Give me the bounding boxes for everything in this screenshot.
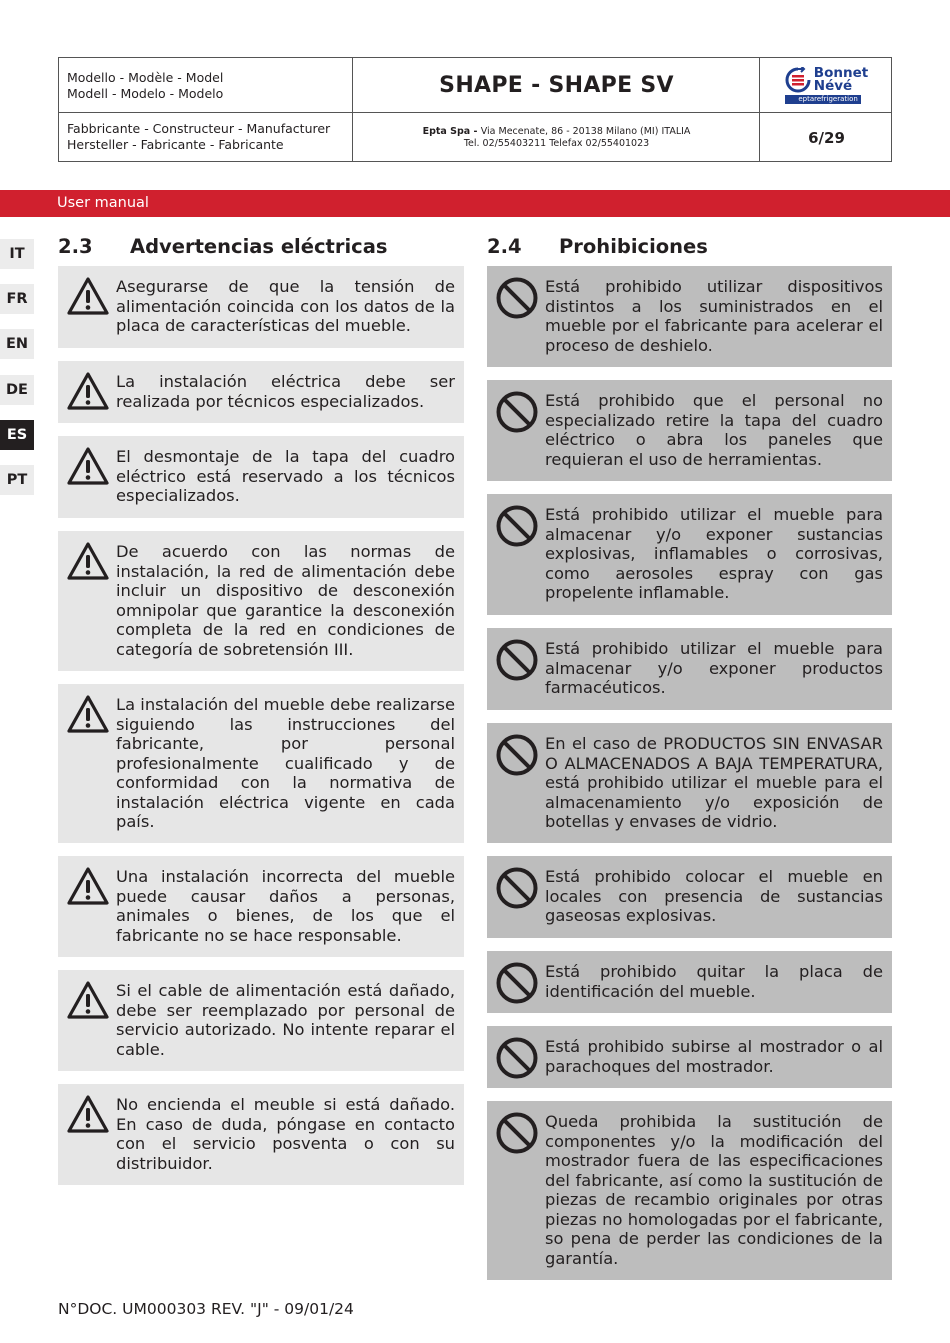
lang-tab-es[interactable]: ES (0, 420, 34, 450)
brand-subtitle: eptarefrigeration (785, 95, 861, 104)
prohibition-item (487, 1101, 892, 1280)
warning-triangle-icon (66, 1094, 110, 1138)
prohibition-item (487, 628, 892, 710)
warning-triangle-icon (66, 980, 110, 1024)
prohibition-item (487, 951, 892, 1013)
warning-triangle-icon (66, 541, 110, 585)
section-title: Advertencias eléctricas (130, 235, 388, 258)
prohibition-item (487, 1026, 892, 1088)
manufacturer-label (59, 112, 353, 163)
brand-name-line: Névé (813, 77, 853, 94)
section-heading-warnings (58, 235, 387, 259)
warning-triangle-icon (66, 276, 110, 320)
warning-triangle-icon (66, 866, 110, 910)
prohibition-item (487, 266, 892, 367)
prohibition-text: Está prohibido subirse al mostrador o al parachoques del mostrador. (545, 1037, 883, 1076)
brand-logo-icon (785, 67, 811, 93)
lang-tab-fr[interactable]: FR (0, 284, 34, 314)
warning-text: De acuerdo con las normas de instalación, la red de alimentación debe incluir un dispositivo de desconexión omnipolar que garantice la desconexión completa de la red en condiciones de categoría de sobretensión III. (116, 542, 455, 659)
model-label-line: Modell - Modelo - Modelo (67, 86, 224, 101)
brand-logo (760, 58, 893, 112)
warning-triangle-icon (66, 694, 110, 738)
prohibition-icon (495, 1111, 539, 1159)
prohibition-item (487, 380, 892, 481)
prohibition-text: Queda prohibida la sustitución de componentes y/o la modificación del mostrador fuera de las especificaciones del fabricante, así como la sustitución de piezas de recambio originales por otras piezas no homologadas por el fabricante, so pena de perder las condiciones de la garantía. (545, 1112, 883, 1268)
warning-item (58, 266, 464, 348)
prohibition-item (487, 856, 892, 938)
prohibition-text: Está prohibido utilizar el mueble para almacenar y/o exponer productos farmacéuticos. (545, 639, 883, 697)
manufacturer-label-line: Hersteller - Fabricante - Fabricante (67, 137, 284, 152)
warning-text: No encienda el meuble si está dañado. En caso de duda, póngase en contacto con el servicio posventa o con su distribuidor. (116, 1095, 455, 1173)
manual-band: User manual (0, 190, 950, 217)
page-number: 6/29 (808, 128, 845, 147)
warning-text: El desmontaje de la tapa del cuadro eléctrico está reservado a los técnicos especializados. (116, 447, 455, 505)
warning-item (58, 1084, 464, 1185)
prohibition-icon (495, 504, 539, 552)
manufacturer-label-line: Fabbricante - Constructeur - Manufacturer (67, 121, 331, 136)
warning-item (58, 970, 464, 1071)
warning-item (58, 684, 464, 843)
document-number: N°DOC. UM000303 REV. "J" - 09/01/24 (58, 1300, 354, 1318)
manufacturer-address (353, 112, 760, 163)
section-title: Prohibiciones (559, 235, 708, 258)
prohibition-icon (495, 866, 539, 914)
model-label (59, 58, 353, 112)
prohibition-text: Está prohibido utilizar dispositivos distintos a los suministrados en el mueble por el fabricante para acelerar el proceso de deshielo. (545, 277, 883, 355)
company-address: Via Mecenate, 86 - 20138 Milano (MI) ITALIA (480, 125, 691, 137)
warning-item (58, 436, 464, 518)
prohibition-item (487, 723, 892, 843)
warning-item (58, 531, 464, 671)
warning-text: La instalación del mueble debe realizarse siguiendo las instrucciones del fabricante, por personal profesionalmente cualificado y de conformidad con la normativa de instalación eléctrica vigente en cada país. (116, 695, 455, 831)
section-heading-prohibitions (487, 235, 708, 259)
warning-triangle-icon (66, 446, 110, 490)
prohibition-text: Está prohibido que el personal no especializado retire la tapa del cuadro eléctrico o abra los paneles que requieran el uso de herramientas. (545, 391, 883, 469)
lang-tab-it[interactable]: IT (0, 239, 34, 269)
company-phone: Tel. 02/55403211 Telefax 02/55401023 (463, 137, 650, 149)
warning-item (58, 361, 464, 423)
prohibition-text: En el caso de PRODUCTOS SIN ENVASAR O ALMACENADOS A BAJA TEMPERATURA, está prohibido utilizar el mueble para el almacenamiento y/o exposición de botellas y envases de vidrio. (545, 734, 883, 831)
prohibition-item (487, 494, 892, 615)
prohibition-icon (495, 961, 539, 1009)
warning-text: La instalación eléctrica debe ser realizada por técnicos especializados. (116, 372, 455, 411)
warning-text: Si el cable de alimentación está dañado, debe ser reemplazado por personal de servicio autorizado. No intente reparar el cable. (116, 981, 455, 1059)
prohibition-icon (495, 390, 539, 438)
prohibition-icon (495, 1036, 539, 1084)
product-title: SHAPE - SHAPE SV (439, 72, 674, 98)
lang-tab-pt[interactable]: PT (0, 465, 34, 495)
document-header (58, 57, 892, 162)
brand-name-line: Bonnet (813, 64, 869, 81)
lang-tab-en[interactable]: EN (0, 329, 34, 359)
prohibition-text: Está prohibido utilizar el mueble para almacenar y/o exponer sustancias explosivas, inflamables o corrosivas, como aerosoles espray con gas propelente inflamable. (545, 505, 883, 602)
prohibition-text: Está prohibido colocar el mueble en locales con presencia de sustancias gaseosas explosivas. (545, 867, 883, 925)
prohibition-icon (495, 276, 539, 324)
model-label-line: Modello - Modèle - Model (67, 70, 224, 85)
section-number: 2.4 (487, 235, 522, 258)
lang-tab-de[interactable]: DE (0, 375, 34, 405)
prohibition-text: Está prohibido quitar la placa de identificación del mueble. (545, 962, 883, 1001)
company-name: Epta Spa - (422, 125, 481, 137)
warning-item (58, 856, 464, 957)
warning-triangle-icon (66, 371, 110, 415)
warning-text: Asegurarse de que la tensión de alimentación coincida con los datos de la placa de características del mueble. (116, 277, 455, 335)
prohibition-icon (495, 638, 539, 686)
warning-text: Una instalación incorrecta del mueble puede causar daños a personas, animales o bienes, de los que el fabricante no se hace responsable. (116, 867, 455, 945)
section-number: 2.3 (58, 235, 93, 258)
prohibition-icon (495, 733, 539, 781)
